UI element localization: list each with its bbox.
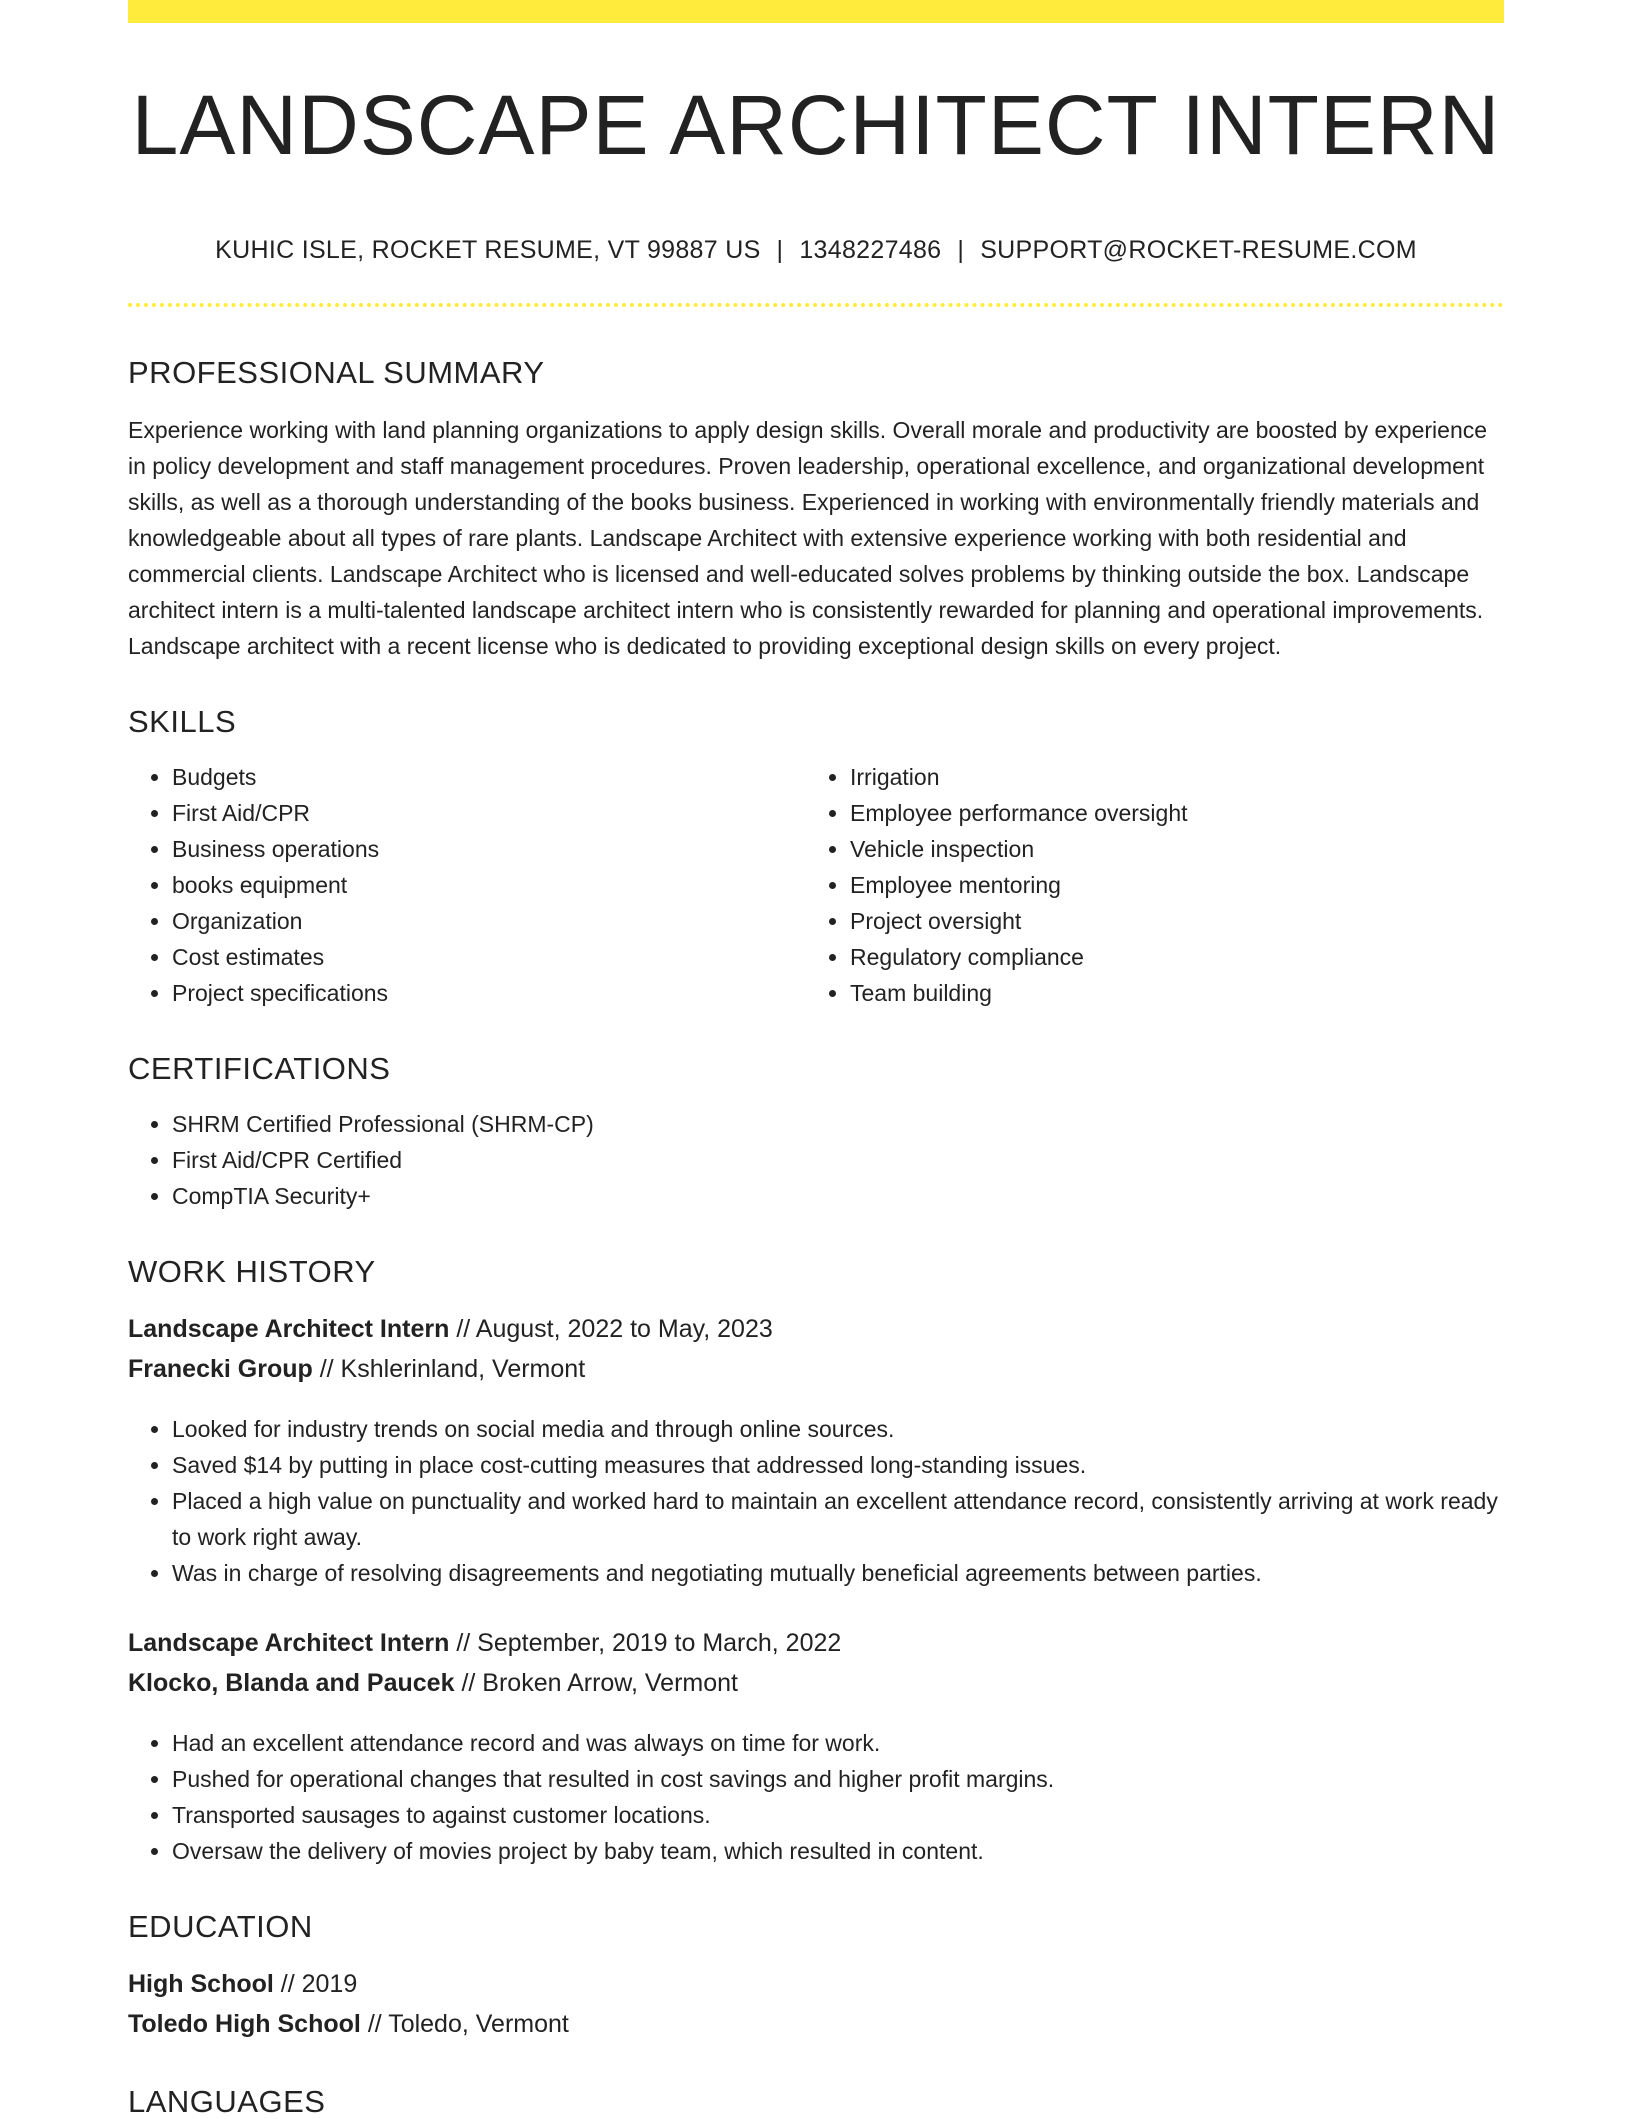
- skill-item: • Team building: [850, 975, 1484, 1011]
- certification-item: • SHRM Certified Professional (SHRM-CP): [172, 1106, 1504, 1142]
- summary-text: Experience working with land planning organizations to apply design skills. Overall morale and productivity are boosted by experience in policy development and staff management procedures. Proven leadership, operational excellence, and organizational development skills, as well as a thorough understanding of the books business. Experienced in working with environmentally friendly materials and knowledgeable about all types of rare plants. Landscape Architect with extensive experience working with both residential and commercial clients. Landscape Architect who is licensed and well-educated solves problems by thinking outside the box. Landscape architect intern is a multi-talented landscape architect intern who is consistently rewarded for planning and operational improvements. Landscape architect with a recent license who is dedicated to providing exceptional design skills on every project.: [128, 417, 1488, 659]
- job-company: Klocko, Blanda and Paucek: [128, 1669, 455, 1697]
- job-company-line: [128, 1349, 1504, 1389]
- skill-item: • First Aid/CPR: [172, 795, 806, 831]
- contact-separator: |: [957, 236, 965, 264]
- skill-item: • Regulatory compliance: [850, 939, 1484, 975]
- education-degree-line: [128, 1964, 1504, 2004]
- job-location: // Broken Arrow, Vermont: [461, 1669, 738, 1697]
- job-title-line: [128, 1309, 1504, 1349]
- job-entry: [128, 1623, 1504, 1869]
- education-school-line: [128, 2004, 1504, 2044]
- contact-line: [128, 236, 1504, 265]
- summary-heading: PROFESSIONAL SUMMARY: [128, 355, 545, 390]
- skill-item: • books equipment: [172, 867, 806, 903]
- education-degree: High School: [128, 1970, 274, 1998]
- contact-separator: |: [776, 236, 784, 264]
- education-location: // Toledo, Vermont: [367, 2010, 569, 2038]
- job-bullet: • Placed a high value on punctuality and worked hard to maintain an excellent attendance record, consistently arriving at work ready to work right away.: [172, 1483, 1504, 1555]
- skills-heading: SKILLS: [128, 704, 237, 739]
- skills-right-list: [806, 759, 1484, 1011]
- job-bullets: [128, 1725, 1504, 1869]
- skill-item: • Business operations: [172, 831, 806, 867]
- skills-columns: [128, 759, 1504, 1011]
- education-year: // 2019: [280, 1970, 358, 1998]
- job-dates: // September, 2019 to March, 2022: [456, 1629, 842, 1657]
- job-bullet: • Transported sausages to against customer locations.: [172, 1797, 1504, 1833]
- job-bullet: • Was in charge of resolving disagreements and negotiating mutually beneficial agreements between parties.: [172, 1555, 1504, 1591]
- job-company-line: [128, 1663, 1504, 1703]
- job-title-line: [128, 1623, 1504, 1663]
- skill-item: • Employee performance oversight: [850, 795, 1484, 831]
- skill-item: • Employee mentoring: [850, 867, 1484, 903]
- skill-item: • Irrigation: [850, 759, 1484, 795]
- job-title: Landscape Architect Intern: [128, 1629, 450, 1657]
- job-bullet: • Saved $14 by putting in place cost-cutting measures that addressed long-standing issues.: [172, 1447, 1504, 1483]
- education-school: Toledo High School: [128, 2010, 361, 2038]
- certification-item: • First Aid/CPR Certified: [172, 1142, 1504, 1178]
- skill-item: • Budgets: [172, 759, 806, 795]
- languages-heading: LANGUAGES: [128, 2084, 326, 2119]
- accent-top-bar: [128, 0, 1504, 23]
- job-bullet: • Pushed for operational changes that resulted in cost savings and higher profit margins.: [172, 1761, 1504, 1797]
- skill-item: • Organization: [172, 903, 806, 939]
- skill-item: • Project specifications: [172, 975, 806, 1011]
- dotted-divider: [128, 303, 1504, 307]
- certifications-heading: CERTIFICATIONS: [128, 1051, 391, 1086]
- contact-address: KUHIC ISLE, ROCKET RESUME, VT 99887 US: [215, 236, 761, 264]
- certification-item: • CompTIA Security+: [172, 1178, 1504, 1214]
- skill-item: • Cost estimates: [172, 939, 806, 975]
- skills-left-list: [128, 759, 806, 1011]
- resume-page: [128, 0, 1504, 2117]
- job-title: Landscape Architect Intern: [128, 1315, 450, 1343]
- job-bullets: [128, 1411, 1504, 1591]
- certifications-list: [128, 1106, 1504, 1214]
- education-heading: EDUCATION: [128, 1909, 313, 1944]
- job-bullet: • Had an excellent attendance record and was always on time for work.: [172, 1725, 1504, 1761]
- job-bullet: • Looked for industry trends on social media and through online sources.: [172, 1411, 1504, 1447]
- work-history-heading: WORK HISTORY: [128, 1254, 376, 1289]
- job-entry: [128, 1309, 1504, 1591]
- skill-item: • Vehicle inspection: [850, 831, 1484, 867]
- skill-item: • Project oversight: [850, 903, 1484, 939]
- job-dates: // August, 2022 to May, 2023: [456, 1315, 773, 1343]
- contact-phone: 1348227486: [799, 236, 942, 264]
- resume-title: LANDSCAPE ARCHITECT INTERN: [131, 78, 1501, 172]
- contact-email: SUPPORT@ROCKET-RESUME.COM: [980, 236, 1417, 264]
- job-bullet: • Oversaw the delivery of movies project by baby team, which resulted in content.: [172, 1833, 1504, 1869]
- job-company: Franecki Group: [128, 1355, 313, 1383]
- job-location: // Kshlerinland, Vermont: [319, 1355, 586, 1383]
